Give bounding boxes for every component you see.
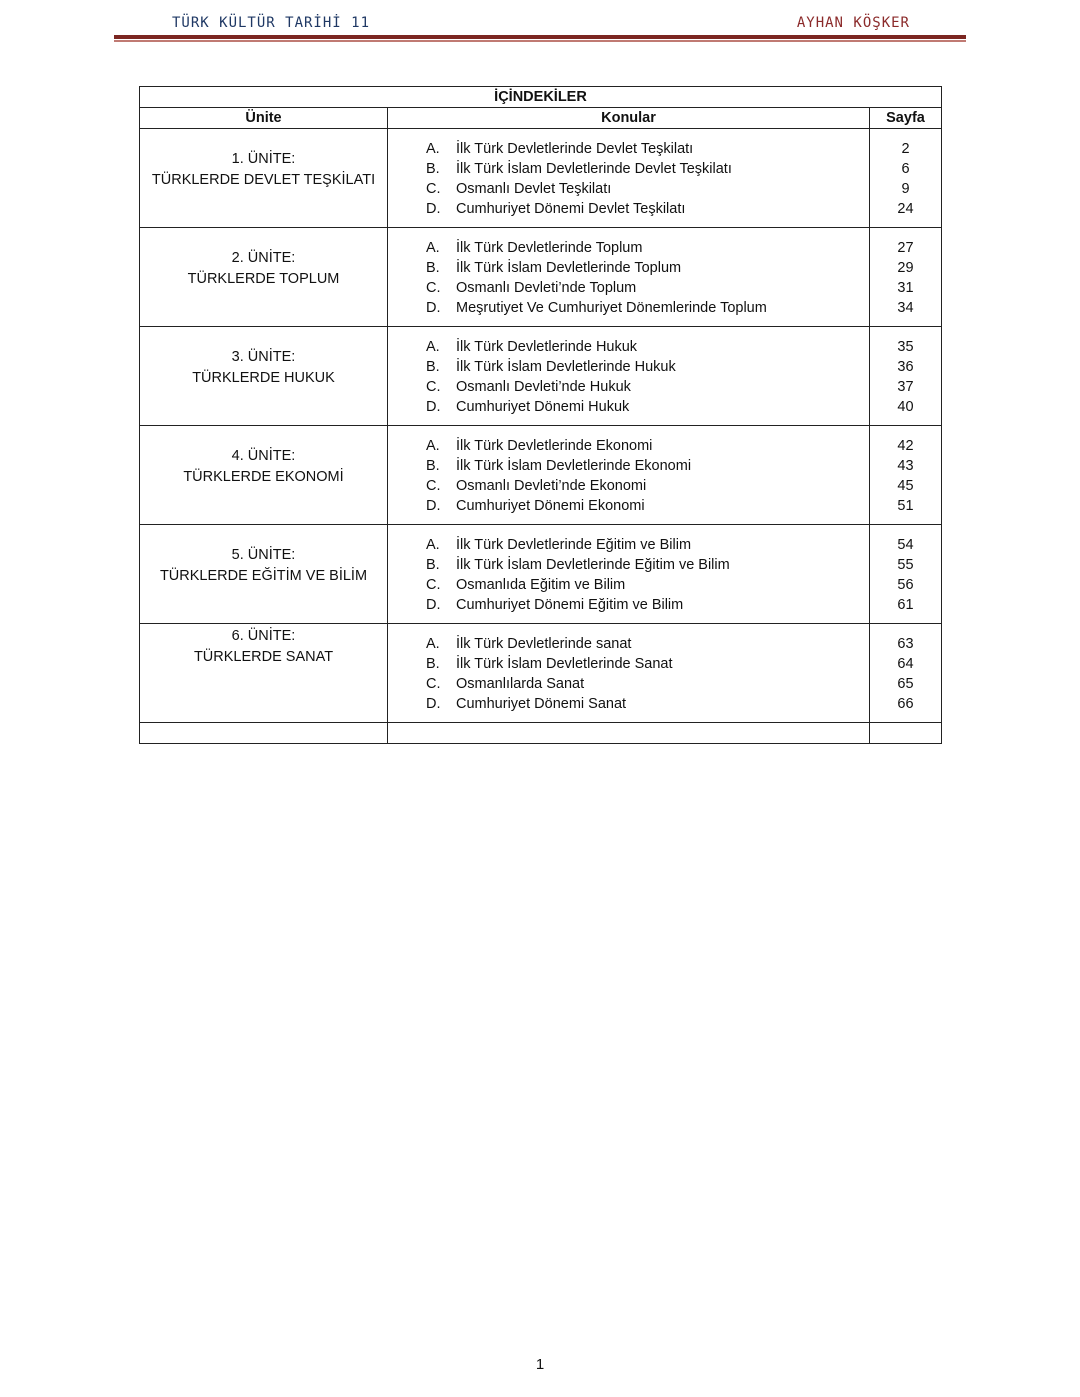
topic-letter: A.: [426, 141, 440, 157]
topic-letter: B.: [426, 359, 440, 375]
topic-letter: D.: [426, 300, 441, 316]
topic-item: [388, 654, 869, 674]
pages-cell: [870, 426, 942, 525]
topic-letter: D.: [426, 399, 441, 415]
topic-page-number: 24: [897, 201, 914, 217]
unit-cell: [140, 228, 388, 327]
topic-letter: D.: [426, 498, 441, 514]
topic-page-number: 56: [897, 577, 914, 593]
topics-cell: [388, 129, 870, 228]
topic-title: İlk Türk Devletlerinde sanat: [456, 636, 632, 652]
unit-name: TÜRKLERDE EKONOMİ: [183, 469, 344, 485]
topic-item: [388, 634, 869, 654]
topic-page-number: 9: [901, 181, 910, 197]
topic-page-number: 31: [897, 280, 914, 296]
unit-name: TÜRKLERDE DEVLET TEŞKİLATI: [151, 172, 376, 188]
unit-number: 3. ÜNİTE:: [231, 349, 296, 365]
topic-letter: B.: [426, 260, 440, 276]
topics-cell: [388, 426, 870, 525]
topic-item: [388, 278, 869, 298]
topic-letter: B.: [426, 656, 440, 672]
topic-title: Osmanlı Devlet Teşkilatı: [456, 181, 612, 197]
topic-page-number: 61: [897, 597, 914, 613]
unit-name: TÜRKLERDE TOPLUM: [187, 271, 340, 287]
topic-item: [388, 139, 869, 159]
unit-cell: [140, 525, 388, 624]
topic-letter: B.: [426, 458, 440, 474]
topic-page-number: 2: [901, 141, 910, 157]
unit-cell: [140, 624, 388, 723]
unit-cell: [140, 327, 388, 426]
pages-cell: [870, 228, 942, 327]
topic-letter: C.: [426, 181, 441, 197]
topic-page-number: 55: [897, 557, 914, 573]
header-author: AYHAN KÖŞKER: [796, 15, 910, 31]
topic-title: İlk Türk İslam Devletlerinde Eğitim ve Bilim: [456, 557, 730, 573]
column-header-unit: Ünite: [140, 108, 388, 129]
toc-unit-row: [140, 426, 942, 525]
topic-letter: A.: [426, 537, 440, 553]
empty-cell: [388, 723, 870, 744]
topic-letter: B.: [426, 161, 440, 177]
empty-cell: [140, 723, 388, 744]
topic-item: [388, 159, 869, 179]
topic-item: [388, 179, 869, 199]
unit-number: 6. ÜNİTE:: [231, 628, 296, 644]
topic-page-number: 29: [897, 260, 914, 276]
empty-row: [140, 723, 942, 744]
topic-title: Cumhuriyet Dönemi Devlet Teşkilatı: [456, 201, 686, 217]
topic-page-number: 54: [897, 537, 914, 553]
topic-page-number: 6: [901, 161, 910, 177]
pages-cell: [870, 624, 942, 723]
topic-item: [388, 694, 869, 714]
topic-title: Cumhuriyet Dönemi Hukuk: [456, 399, 630, 415]
topic-page-number: 35: [897, 339, 914, 355]
header-book-title: TÜRK KÜLTÜR TARİHİ 11: [172, 15, 371, 31]
toc-unit-row: [140, 228, 942, 327]
topic-page-number: 37: [897, 379, 914, 395]
topic-item: [388, 377, 869, 397]
topic-title: İlk Türk Devletlerinde Hukuk: [456, 339, 638, 355]
topic-item: [388, 337, 869, 357]
toc-unit-row: [140, 327, 942, 426]
topic-item: [388, 575, 869, 595]
topic-page-number: 51: [897, 498, 914, 514]
pages-cell: [870, 525, 942, 624]
topic-title: Cumhuriyet Dönemi Eğitim ve Bilim: [456, 597, 684, 613]
topic-title: Meşrutiyet Ve Cumhuriyet Dönemlerinde Toplum: [456, 300, 767, 316]
pages-cell: [870, 129, 942, 228]
topic-title: Cumhuriyet Dönemi Sanat: [456, 696, 627, 712]
topics-cell: [388, 228, 870, 327]
topic-item: [388, 357, 869, 377]
header-divider-thin: [114, 40, 966, 42]
column-header-page: Sayfa: [870, 108, 942, 129]
column-header-topics: Konular: [388, 108, 870, 129]
topics-cell: [388, 525, 870, 624]
toc-unit-row: [140, 624, 942, 723]
topic-letter: D.: [426, 696, 441, 712]
topic-title: Osmanlı Devleti’nde Toplum: [456, 280, 637, 296]
topic-letter: C.: [426, 676, 441, 692]
topic-letter: D.: [426, 201, 441, 217]
page-header: [114, 12, 966, 34]
pages-cell: [870, 327, 942, 426]
toc-title: İÇİNDEKİLER: [140, 87, 942, 108]
topic-title: İlk Türk Devletlerinde Toplum: [456, 240, 643, 256]
toc-unit-row: [140, 129, 942, 228]
topic-page-number: 43: [897, 458, 914, 474]
topic-page-number: 27: [897, 240, 914, 256]
topic-page-number: 65: [897, 676, 914, 692]
topic-item: [388, 238, 869, 258]
topic-page-number: 45: [897, 478, 914, 494]
topic-title: Osmanlı Devleti’nde Hukuk: [456, 379, 631, 395]
topic-title: İlk Türk İslam Devletlerinde Devlet Teşkilatı: [456, 161, 732, 177]
toc-unit-row: [140, 525, 942, 624]
topic-page-number: 34: [897, 300, 914, 316]
header-divider: [114, 35, 966, 39]
topic-title: İlk Türk İslam Devletlerinde Hukuk: [456, 359, 676, 375]
unit-name: TÜRKLERDE SANAT: [193, 649, 334, 665]
topic-page-number: 64: [897, 656, 914, 672]
table-of-contents: [139, 86, 942, 744]
topic-letter: C.: [426, 478, 441, 494]
topics-cell: [388, 327, 870, 426]
topic-letter: A.: [426, 339, 440, 355]
topic-title: Osmanlılarda Sanat: [456, 676, 585, 692]
topic-item: [388, 456, 869, 476]
unit-number: 4. ÜNİTE:: [231, 448, 296, 464]
topic-title: İlk Türk Devletlerinde Eğitim ve Bilim: [456, 537, 692, 553]
topic-page-number: 42: [897, 438, 914, 454]
unit-number: 1. ÜNİTE:: [231, 151, 296, 167]
topic-page-number: 63: [897, 636, 914, 652]
topic-item: [388, 258, 869, 278]
topic-title: Osmanlı Devleti’nde Ekonomi: [456, 478, 647, 494]
topic-letter: C.: [426, 577, 441, 593]
unit-cell: [140, 426, 388, 525]
topic-letter: C.: [426, 280, 441, 296]
topic-item: [388, 476, 869, 496]
topic-item: [388, 397, 869, 417]
page-number: 1: [535, 1356, 545, 1373]
topic-item: [388, 535, 869, 555]
topic-title: İlk Türk İslam Devletlerinde Ekonomi: [456, 458, 692, 474]
topic-letter: D.: [426, 597, 441, 613]
topic-item: [388, 496, 869, 516]
topic-title: İlk Türk İslam Devletlerinde Sanat: [456, 656, 673, 672]
topic-page-number: 40: [897, 399, 914, 415]
topic-item: [388, 555, 869, 575]
empty-cell: [870, 723, 942, 744]
topic-title: Osmanlıda Eğitim ve Bilim: [456, 577, 626, 593]
topic-title: İlk Türk İslam Devletlerinde Toplum: [456, 260, 682, 276]
topics-cell: [388, 624, 870, 723]
topic-title: Cumhuriyet Dönemi Ekonomi: [456, 498, 645, 514]
topic-letter: B.: [426, 557, 440, 573]
toc-body: [140, 129, 942, 744]
topic-item: [388, 436, 869, 456]
topic-page-number: 36: [897, 359, 914, 375]
topic-item: [388, 595, 869, 615]
topic-item: [388, 298, 869, 318]
topic-letter: C.: [426, 379, 441, 395]
topic-page-number: 66: [897, 696, 914, 712]
unit-number: 5. ÜNİTE:: [231, 547, 296, 563]
unit-name: TÜRKLERDE HUKUK: [192, 370, 335, 386]
topic-letter: A.: [426, 240, 440, 256]
topic-letter: A.: [426, 438, 440, 454]
topic-title: İlk Türk Devletlerinde Devlet Teşkilatı: [456, 141, 694, 157]
unit-cell: [140, 129, 388, 228]
topic-item: [388, 674, 869, 694]
unit-number: 2. ÜNİTE:: [231, 250, 296, 266]
topic-item: [388, 199, 869, 219]
topic-letter: A.: [426, 636, 440, 652]
unit-name: TÜRKLERDE EĞİTİM VE BİLİM: [159, 568, 368, 584]
topic-title: İlk Türk Devletlerinde Ekonomi: [456, 438, 653, 454]
